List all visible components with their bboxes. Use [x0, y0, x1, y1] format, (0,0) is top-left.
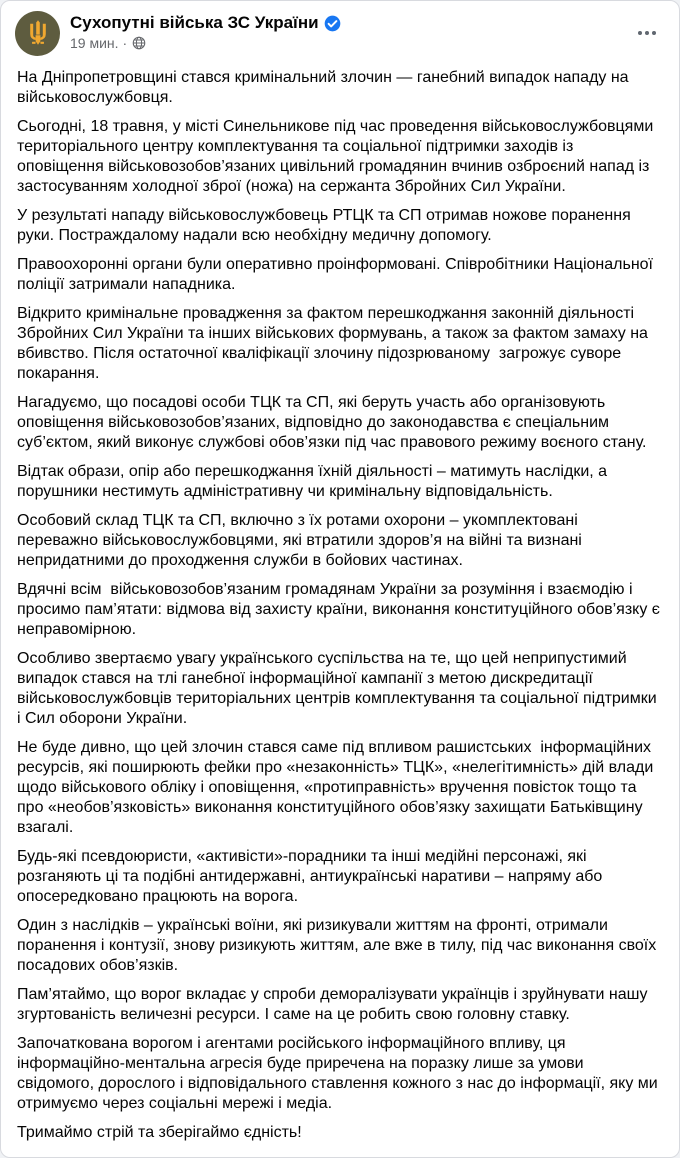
more-options-button[interactable]: [631, 19, 663, 47]
post-timestamp[interactable]: 19 мин.: [70, 35, 119, 52]
page-name-row: [70, 13, 631, 33]
post-paragraph: Сьогодні, 18 травня, у місті Синельникове під час проведення військовослужбовцями територіального центру комплектування та соціальної підтримки заходів із оповіщення військовозобов’язаних цивільний громадянин вчинив озброєний напад із застосуванням холодної зброї (ножа) на сержанта Збройних Сил України.: [17, 118, 658, 195]
post-paragraph: Започаткована ворогом і агентами російського інформаційного впливу, ця інформаційно-ментальна агресія буде приречена на поразку лише за умови свідомого, дорослого і відповідального ставлення кожного з нас до інформації, яку ми отримуємо через соціальні мережі і медіа.: [17, 1035, 663, 1112]
post-text: [1, 62, 679, 1157]
post-paragraph: Нагадуємо, що посадові особи ТЦК та СП, які беруть участь або організовують оповіщення військовозобов’язаних, відповідно до законодавства є спеціальним суб’єктом, який виконує службові обов’язки під час правового режиму воєного стану.: [17, 394, 647, 451]
post-paragraph: На Дніпропетровщині стався кримінальний злочин — ганебний випадок нападу на військовослужбовця.: [17, 69, 634, 106]
post-paragraph: Не буде дивно, що цей злочин стався саме під впливом рашистських інформаційних ресурсів, які поширюють фейки про «незаконність» ТЦК», «нелегітимність» дій влади щодо військового обліку і оповіщення, «протиправність» вручення повісток тощо та про «необов’язковість» виконання конституційного обов’язку захищати Батьківщину взагалі.: [17, 739, 658, 836]
meta-separator: ·: [122, 35, 128, 52]
post-paragraph: Відкрито кримінальне провадження за фактом перешкоджання законній діяльності Збройних Сил України та інших військових формувань, а також за фактом замаху на вбивство. Після остаточної кваліфікації злочину підозрюваному загрожує суворе покарання.: [17, 305, 653, 382]
trident-icon: [23, 19, 53, 49]
post-paragraph: Тримаймо стрій та зберігаймо єдність!: [17, 1124, 302, 1141]
page-name-link[interactable]: Сухопутні війська ЗС України: [70, 13, 319, 32]
post-paragraph: Вдячні всім військовозобов’язаним громадянам України за розуміння і взаємодію і просимо пам’ятати: відмова від захисту країни, виконання конституційного обов’язку є неправомірною.: [17, 581, 665, 638]
post-paragraph: Особливо звертаємо увагу українського суспільства на те, що цей неприпустимий випадок стався на тлі ганебної інформаційної кампанії з метою дискредитації військовослужбовців територіальних центрів комплектування та соціальної підтримки і Сил оборони України.: [17, 650, 662, 727]
header-info: [70, 11, 631, 51]
page-avatar[interactable]: [15, 11, 60, 56]
post-paragraph: У результаті нападу військовослужбовець РТЦК та СП отримав ножове поранення руки. Постраждалому надали всю необхідну медичну допомогу.: [17, 207, 636, 244]
post-paragraph: Пам’ятаймо, що ворог вкладає у спроби деморалізувати українців і зруйнувати нашу згуртованість величезні ресурси. І саме на це робить свою головну ставку.: [17, 986, 652, 1023]
post-header: [1, 1, 679, 62]
verified-badge-icon: [324, 15, 341, 32]
post-paragraph: Один з наслідків – українські воїни, які ризикували життям на фронті, отримали поранення і контузії, знову ризикують життям, але вже в тилу, під час виконання своїх посадових обов’язків.: [17, 917, 661, 974]
privacy-globe-icon: [132, 36, 146, 50]
post-paragraph: Особовий склад ТЦК та СП, включно з їх ротами охорони – укомплектовані переважно військовослужбовцями, які втратили здоров’я на війні та визнані непридатними до проходження служби в бойових частинах.: [17, 512, 587, 569]
post-meta-row: [70, 35, 631, 51]
post-paragraph: Будь-які псевдоюристи, «активісти»-порадники та інші медійні персонажі, які розганяють ці та подібні антидержавні, антиукраїнські наративи – напряму або опосередковано працюють на ворога.: [17, 848, 607, 905]
post-paragraph: Правоохоронні органи були оперативно проінформовані. Співробітники Національної поліції затримали нападника.: [17, 256, 658, 293]
post-paragraph: Відтак образи, опір або перешкоджання їхній діяльності – матимуть наслідки, а порушники нестимуть адміністративну чи кримінальну відповідальність.: [17, 463, 612, 500]
ellipsis-icon: [638, 31, 656, 35]
